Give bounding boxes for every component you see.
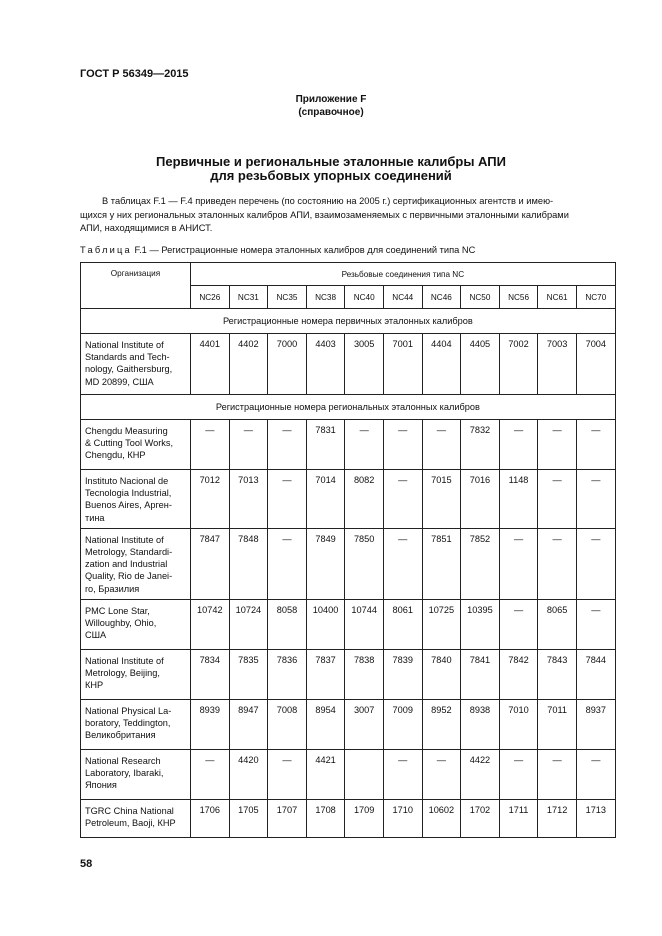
annex-heading xyxy=(0,93,662,119)
table-row xyxy=(81,649,616,699)
registration-number-cell: — xyxy=(576,528,615,599)
connection-code-header: NC56 xyxy=(499,286,538,309)
organization-line: National Institute of xyxy=(85,340,164,350)
section-title-line-2: для резьбовых упорных соединений xyxy=(210,168,452,183)
table-caption-text: F.1 — Регистрационные номера эталонных калибров для соединений типа NC xyxy=(134,245,476,255)
connection-group-header: Резьбовые соединения типа NC xyxy=(191,263,616,286)
organization-line: Metrology, Beijing, xyxy=(85,668,160,679)
table-row xyxy=(81,749,616,799)
organization-line: MD 20899, США xyxy=(85,376,154,387)
annex-title: Приложение F xyxy=(295,94,367,105)
registration-number-cell: 7838 xyxy=(345,649,384,699)
registration-number-cell: 1148 xyxy=(499,470,538,529)
organization-line: Laboratory, Ibaraki, xyxy=(85,768,164,779)
registration-number-cell: 7016 xyxy=(461,470,500,529)
connection-code-header: NC26 xyxy=(191,286,230,309)
registration-number-cell: 1712 xyxy=(538,799,577,837)
registration-number-cell: 1710 xyxy=(383,799,422,837)
registration-number-cell: — xyxy=(383,528,422,599)
organization-line: Великобритания xyxy=(85,730,156,741)
organization-cell xyxy=(81,649,191,699)
table-row xyxy=(81,528,616,599)
registration-number-cell: 10724 xyxy=(229,599,268,649)
registration-number-cell: 7015 xyxy=(422,470,461,529)
organization-line: PMC Lone Star, xyxy=(85,605,150,616)
organization-line: National Institute of xyxy=(85,655,164,666)
organization-line: Япония xyxy=(85,780,117,791)
organization-line: Chengdu, КНР xyxy=(85,450,146,461)
registration-number-cell xyxy=(345,749,384,799)
registration-number-cell: — xyxy=(538,420,577,470)
registration-number-cell: — xyxy=(499,420,538,470)
table-row xyxy=(81,420,616,470)
registration-number-cell: 1705 xyxy=(229,799,268,837)
registration-number-cell: 10725 xyxy=(422,599,461,649)
registration-number-cell: 10742 xyxy=(191,599,230,649)
registration-number-cell: 8947 xyxy=(229,699,268,749)
registration-number-cell: 8061 xyxy=(383,599,422,649)
regional-section-row xyxy=(81,395,616,420)
registration-number-cell: — xyxy=(383,470,422,529)
organization-line: TGRC China National xyxy=(85,805,174,816)
registration-number-cell: 7836 xyxy=(268,649,307,699)
registration-number-cell: — xyxy=(383,749,422,799)
organization-line: Quality, Rio de Janei- xyxy=(85,571,173,582)
registration-number-cell: 7839 xyxy=(383,649,422,699)
registration-number-cell: 7009 xyxy=(383,699,422,749)
registration-number-cell: 7831 xyxy=(306,420,345,470)
table-row xyxy=(81,799,616,837)
registration-number-cell: 7010 xyxy=(499,699,538,749)
connection-code-header: NC40 xyxy=(345,286,384,309)
intro-line: щихся у них региональных эталонных калибров АПИ, взаимозаменяемых с первичными эталонными калибрами xyxy=(80,209,569,220)
registration-number-cell: 4403 xyxy=(306,334,345,395)
annex-subtitle: (справочное) xyxy=(298,107,364,118)
primary-section-row xyxy=(81,309,616,334)
organization-line: boratory, Teddington, xyxy=(85,718,171,729)
table-row xyxy=(81,334,616,395)
organization-line: Tecnologia Industrial, xyxy=(85,488,172,499)
registration-number-cell: — xyxy=(191,749,230,799)
registration-number-cell: 7834 xyxy=(191,649,230,699)
registration-number-cell: 7002 xyxy=(499,334,538,395)
registration-number-cell: 10395 xyxy=(461,599,500,649)
registration-number-cell: 4420 xyxy=(229,749,268,799)
registration-number-cell: — xyxy=(422,749,461,799)
registration-number-cell: 7832 xyxy=(461,420,500,470)
registration-number-cell: — xyxy=(576,470,615,529)
connection-code-header: NC31 xyxy=(229,286,268,309)
registration-number-cell: — xyxy=(538,528,577,599)
registration-number-cell: 7847 xyxy=(191,528,230,599)
organization-line: Chengdu Measuring xyxy=(85,426,168,436)
organization-line: КНР xyxy=(85,680,104,691)
registration-number-cell: 10400 xyxy=(306,599,345,649)
connection-code-header: NC70 xyxy=(576,286,615,309)
registration-number-cell: 1706 xyxy=(191,799,230,837)
page-number: 58 xyxy=(80,858,93,870)
primary-section-row-label: Регистрационные номера первичных эталонных калибров xyxy=(81,309,616,334)
registration-number-cell: — xyxy=(191,420,230,470)
registration-number-cell: 7837 xyxy=(306,649,345,699)
registration-number-cell: 8939 xyxy=(191,699,230,749)
registration-number-cell: 4401 xyxy=(191,334,230,395)
organization-cell xyxy=(81,334,191,395)
intro-line: АПИ, находящимися в АНИСТ. xyxy=(80,223,213,233)
organization-line: Standards and Tech- xyxy=(85,352,170,363)
organization-line: Metrology, Standardi- xyxy=(85,547,173,558)
connection-code-header: NC61 xyxy=(538,286,577,309)
gauge-registration-table xyxy=(80,262,616,838)
registration-number-cell: 7000 xyxy=(268,334,307,395)
registration-number-cell: 7004 xyxy=(576,334,615,395)
organization-cell xyxy=(81,420,191,470)
registration-number-cell: — xyxy=(383,420,422,470)
table-body xyxy=(81,309,616,838)
registration-number-cell: 7849 xyxy=(306,528,345,599)
organization-line: тина xyxy=(85,512,105,523)
table-header-row xyxy=(81,263,616,286)
registration-number-cell: 7850 xyxy=(345,528,384,599)
connection-code-header: NC38 xyxy=(306,286,345,309)
registration-number-cell: — xyxy=(499,599,538,649)
registration-number-cell: 7014 xyxy=(306,470,345,529)
registration-number-cell: 1711 xyxy=(499,799,538,837)
section-title xyxy=(0,155,662,183)
table-row xyxy=(81,599,616,649)
regional-section-row-label: Регистрационные номера региональных эталонных калибров xyxy=(81,395,616,420)
registration-number-cell: — xyxy=(422,420,461,470)
registration-number-cell: 4405 xyxy=(461,334,500,395)
registration-number-cell: 8082 xyxy=(345,470,384,529)
intro-paragraph xyxy=(80,195,616,236)
registration-number-cell: 1713 xyxy=(576,799,615,837)
table-caption xyxy=(80,245,475,255)
registration-number-cell: 8065 xyxy=(538,599,577,649)
registration-number-cell: 7011 xyxy=(538,699,577,749)
registration-number-cell: — xyxy=(268,470,307,529)
organization-line: nology, Gaithersburg, xyxy=(85,364,173,375)
registration-number-cell: 8954 xyxy=(306,699,345,749)
registration-number-cell: 7852 xyxy=(461,528,500,599)
registration-number-cell: 7841 xyxy=(461,649,500,699)
registration-number-cell: 10744 xyxy=(345,599,384,649)
registration-number-cell: — xyxy=(268,420,307,470)
standard-number: ГОСТ Р 56349—2015 xyxy=(80,68,189,80)
organization-line: Buenos Aires, Арген- xyxy=(85,500,172,511)
registration-number-cell: 7848 xyxy=(229,528,268,599)
registration-number-cell: 7851 xyxy=(422,528,461,599)
registration-number-cell: 7842 xyxy=(499,649,538,699)
registration-number-cell: — xyxy=(229,420,268,470)
organization-cell xyxy=(81,599,191,649)
organization-line: & Cutting Tool Works, xyxy=(85,438,173,449)
organization-cell xyxy=(81,470,191,529)
registration-number-cell: 7840 xyxy=(422,649,461,699)
registration-number-cell: 1707 xyxy=(268,799,307,837)
intro-line: В таблицах F.1 — F.4 приведен перечень (по состоянию на 2005 г.) сертификационных агентств и имею- xyxy=(102,196,554,206)
registration-number-cell: — xyxy=(538,470,577,529)
registration-number-cell: — xyxy=(345,420,384,470)
registration-number-cell: 1702 xyxy=(461,799,500,837)
registration-number-cell: 4421 xyxy=(306,749,345,799)
table-row xyxy=(81,699,616,749)
registration-number-cell: 7835 xyxy=(229,649,268,699)
registration-number-cell: 10602 xyxy=(422,799,461,837)
registration-number-cell: 8938 xyxy=(461,699,500,749)
registration-number-cell: 4422 xyxy=(461,749,500,799)
registration-number-cell: — xyxy=(268,749,307,799)
registration-number-cell: — xyxy=(576,420,615,470)
organization-line: National Research xyxy=(85,755,161,766)
connection-code-header: NC50 xyxy=(461,286,500,309)
registration-number-cell: 4404 xyxy=(422,334,461,395)
registration-number-cell: — xyxy=(576,749,615,799)
table-row xyxy=(81,470,616,529)
registration-number-cell: 7844 xyxy=(576,649,615,699)
registration-number-cell: 7008 xyxy=(268,699,307,749)
organization-line: США xyxy=(85,630,107,641)
registration-number-cell: — xyxy=(499,749,538,799)
connection-code-header: NC44 xyxy=(383,286,422,309)
organization-cell xyxy=(81,749,191,799)
organization-cell xyxy=(81,799,191,837)
registration-number-cell: — xyxy=(499,528,538,599)
connection-code-header: NC46 xyxy=(422,286,461,309)
table-caption-label: Таблица xyxy=(80,245,132,255)
registration-number-cell: 1708 xyxy=(306,799,345,837)
org-column-header: Организация xyxy=(81,263,191,309)
registration-number-cell: 7013 xyxy=(229,470,268,529)
connection-code-header: NC35 xyxy=(268,286,307,309)
registration-number-cell: 7843 xyxy=(538,649,577,699)
registration-number-cell: 7012 xyxy=(191,470,230,529)
organization-line: National Institute of xyxy=(85,534,164,545)
registration-number-cell: 3005 xyxy=(345,334,384,395)
organization-line: zation and Industrial xyxy=(85,559,168,570)
registration-number-cell: 7001 xyxy=(383,334,422,395)
registration-number-cell: — xyxy=(576,599,615,649)
registration-number-cell: 3007 xyxy=(345,699,384,749)
organization-cell xyxy=(81,699,191,749)
organization-line: Petroleum, Baoji, КНР xyxy=(85,818,176,829)
registration-number-cell: 1709 xyxy=(345,799,384,837)
organization-line: ro, Бразилия xyxy=(85,583,140,594)
organization-line: National Physical La- xyxy=(85,705,172,716)
registration-number-cell: 8937 xyxy=(576,699,615,749)
organization-cell xyxy=(81,528,191,599)
registration-number-cell: — xyxy=(268,528,307,599)
organization-line: Willoughby, Ohio, xyxy=(85,618,157,629)
registration-number-cell: 4402 xyxy=(229,334,268,395)
section-title-line-1: Первичные и региональные эталонные калибры АПИ xyxy=(156,154,506,169)
registration-number-cell: 7003 xyxy=(538,334,577,395)
registration-number-cell: 8058 xyxy=(268,599,307,649)
registration-number-cell: — xyxy=(538,749,577,799)
organization-line: Instituto Nacional de xyxy=(85,476,169,486)
registration-number-cell: 8952 xyxy=(422,699,461,749)
